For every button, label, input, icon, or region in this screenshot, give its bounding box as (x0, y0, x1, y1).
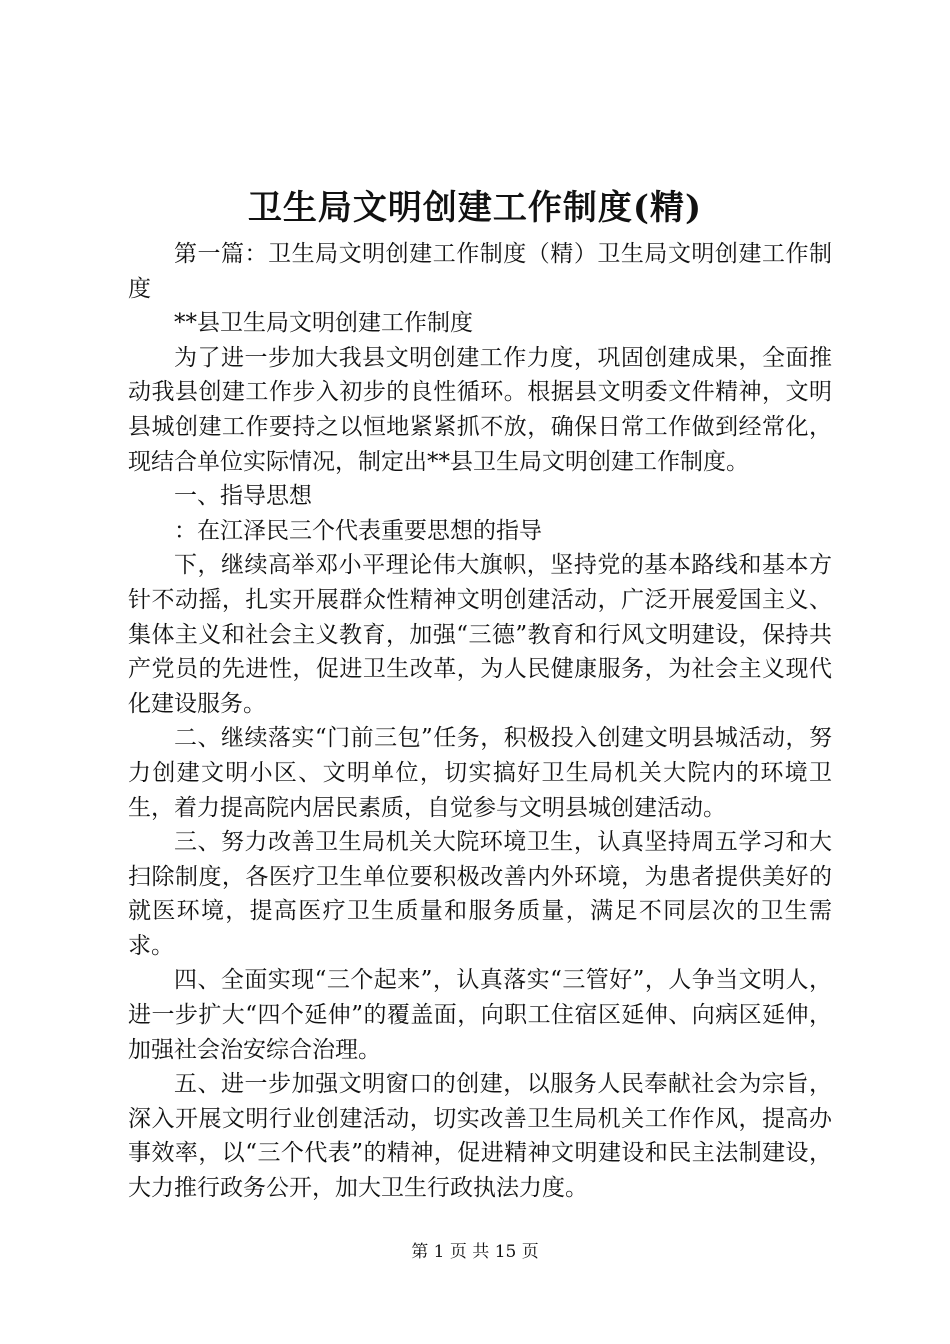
paragraph-6: 下，继续高举邓小平理论伟大旗帜，坚持党的基本路线和基本方针不动摇，扎实开展群众性精神文明创建活动，广泛开展爱国主义、集体主义和社会主义教育，加强“三德”教育和行风文明建设，保持共产党员的先进性，促进卫生改革，为人民健康服务，为社会主义现代化建设服务。 (128, 552, 832, 717)
paragraph-3: 为了进一步加大我县文明创建工作力度，巩固创建成果，全面推动我县创建工作步入初步的良性循环。根据县文明委文件精神，文明县城创建工作要持之以恒地紧紧抓不放，确保日常工作做到经常化，现结合单位实际情况，制定出**县卫生局文明创建工作制度。 (128, 344, 832, 475)
paragraph-10: 五、进一步加强文明窗口的创建，以服务人民奉献社会为宗旨，深入开展文明行业创建活动，切实改善卫生局机关工作作风，提高办事效率，以“三个代表”的精神，促进精神文明建设和民主法制建设，大力推行政务公开，加大卫生行政执法力度。 (128, 1071, 832, 1202)
document-body (128, 237, 832, 1206)
paragraph-7: 二、继续落实“门前三包”任务，积极投入创建文明县城活动，努力创建文明小区、文明单位，切实搞好卫生局机关大院内的环境卫生，着力提高院内居民素质，自觉参与文明县城创建活动。 (128, 725, 832, 821)
paragraph-9: 四、全面实现“三个起来”，认真落实“三管好”，人争当文明人，进一步扩大“四个延伸”的覆盖面，向职工住宿区延伸、向病区延伸，加强社会治安综合治理。 (128, 967, 832, 1063)
paragraph-1: 第一篇：卫生局文明创建工作制度（精）卫生局文明创建工作制度 (128, 241, 832, 302)
paragraph-2: **县卫生局文明创建工作制度 (174, 310, 473, 337)
page-number-footer: 第 1 页 共 15 页 (411, 1242, 539, 1262)
paragraph-8: 三、努力改善卫生局机关大院环境卫生，认真坚持周五学习和大扫除制度，各医疗卫生单位要积极改善内外环境，为患者提供美好的就医环境，提高医疗卫生质量和服务质量，满足不同层次的卫生需求。 (128, 829, 832, 959)
paragraph-4: 一、指导思想 (174, 483, 312, 510)
document-title: 卫生局文明创建工作制度(精) (247, 188, 703, 228)
paragraph-5: ：在江泽民三个代表重要思想的指导 (174, 517, 542, 544)
